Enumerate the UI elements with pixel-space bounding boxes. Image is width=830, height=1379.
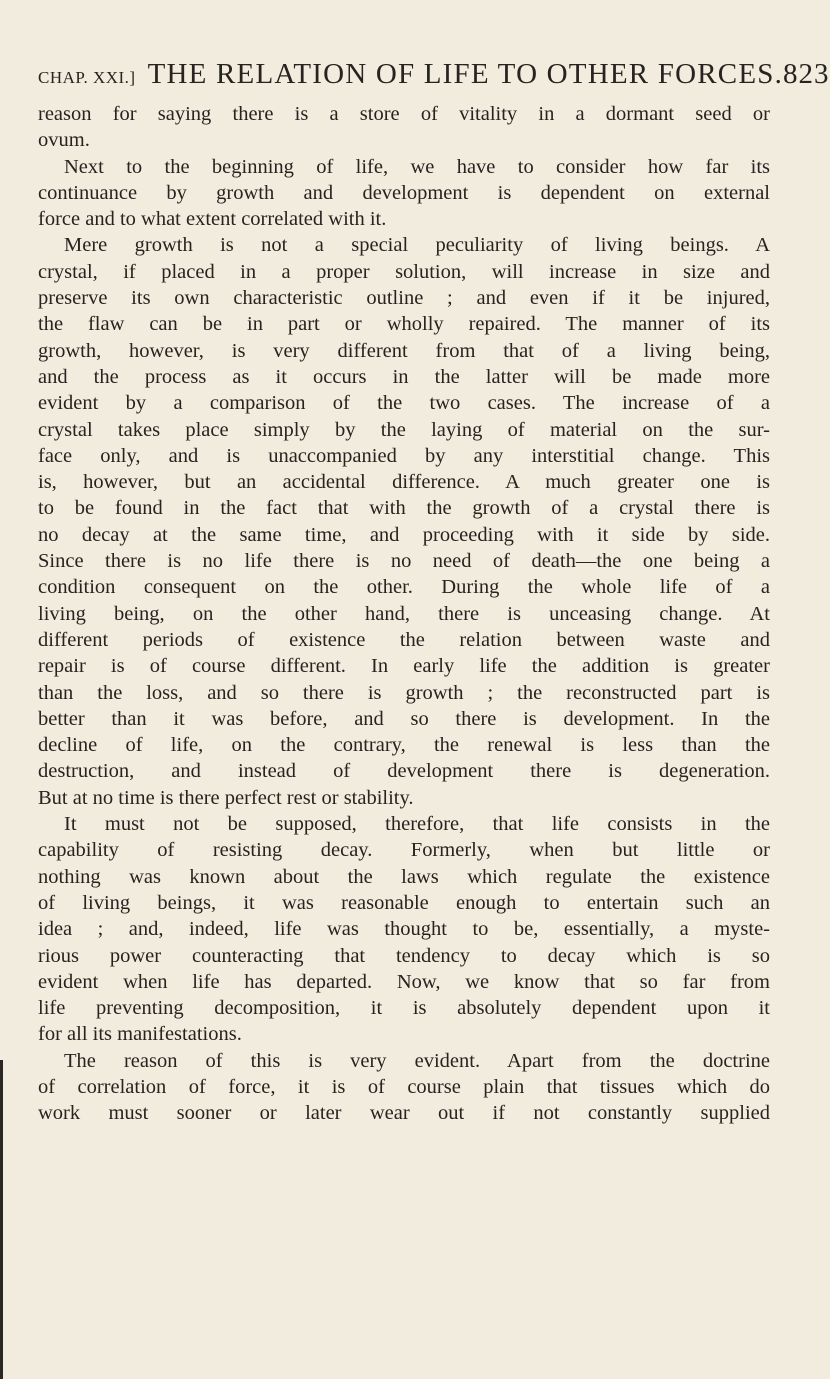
text-line: evident by a comparison of the two cases. The increase of a xyxy=(38,392,770,415)
text-line: rious power counteracting that tendency to decay which is so xyxy=(38,944,770,967)
text-line: to be found in the fact that with the growth of a crystal there is xyxy=(38,497,770,520)
text-line: of correlation of force, it is of course plain that tissues which do xyxy=(38,1075,770,1098)
text-line: than the loss, and so there is growth ; the reconstructed part is xyxy=(38,681,770,704)
text-line: for all its manifestations. xyxy=(38,1023,242,1046)
text-line: Next to the beginning of life, we have to consider how far its xyxy=(64,155,770,178)
text-line: reason for saying there is a store of vitality in a dormant seed or xyxy=(38,103,770,125)
text-line: evident when life has departed. Now, we know that so far from xyxy=(38,970,770,993)
text-line: ovum. xyxy=(38,129,90,152)
text-line: nothing was known about the laws which regulate the existence xyxy=(38,865,770,888)
text-line: idea ; and, indeed, life was thought to be, essentially, a myste- xyxy=(38,918,770,941)
text-line: of living beings, it was reasonable enough to entertain such an xyxy=(38,891,770,914)
text-line: continuance by growth and development is dependent on external xyxy=(38,181,770,204)
text-line: Since there is no life there is no need of death—the one being a xyxy=(38,550,770,573)
text-line: destruction, and instead of development there is degeneration. xyxy=(38,760,770,783)
text-line: force and to what extent correlated with it. xyxy=(38,208,387,231)
text-line: condition consequent on the other. During the whole life of a xyxy=(38,576,770,599)
body-text xyxy=(38,101,770,1127)
running-head xyxy=(38,58,830,98)
text-line: living being, on the other hand, there is unceasing change. At xyxy=(38,602,770,625)
page-edge-shadow xyxy=(0,1060,3,1379)
text-line: better than it was before, and so there is development. In the xyxy=(38,707,770,730)
text-line: life preventing decomposition, it is absolutely dependent upon it xyxy=(38,997,770,1020)
text-line: is, however, but an accidental difference. A much greater one is xyxy=(38,471,770,494)
text-line: It must not be supposed, therefore, that life consists in the xyxy=(64,813,770,836)
text-line: face only, and is unaccompanied by any interstitial change. This xyxy=(38,444,770,467)
text-line: work must sooner or later wear out if not constantly supplied xyxy=(38,1102,770,1125)
text-line: decline of life, on the contrary, the renewal is less than the xyxy=(38,734,770,757)
chapter-title: THE RELATION OF LIFE TO OTHER FORCES. xyxy=(147,58,784,90)
text-line: preserve its own characteristic outline ; and even if it be injured, xyxy=(38,287,770,310)
text-line: repair is of course different. In early life the addition is greater xyxy=(38,655,770,678)
text-line: different periods of existence the relation between waste and xyxy=(38,628,770,651)
text-line: The reason of this is very evident. Apart from the doctrine xyxy=(64,1049,770,1072)
text-line: no decay at the same time, and proceeding with it side by side. xyxy=(38,523,770,546)
text-line: crystal, if placed in a proper solution, will increase in size and xyxy=(38,260,770,283)
text-line: and the process as it occurs in the latter will be made more xyxy=(38,365,770,388)
text-line: crystal takes place simply by the laying of material on the sur- xyxy=(38,418,770,441)
text-line: But at no time is there perfect rest or stability. xyxy=(38,786,414,809)
text-line: growth, however, is very different from that of a living being, xyxy=(38,339,770,362)
text-line: capability of resisting decay. Formerly, when but little or xyxy=(38,839,770,862)
chapter-reference: CHAP. XXI.] xyxy=(38,68,136,87)
text-line: the flaw can be in part or wholly repaired. The manner of its xyxy=(38,313,770,336)
text-line: Mere growth is not a special peculiarity of living beings. A xyxy=(64,234,770,257)
page-number: 823 xyxy=(783,58,830,90)
